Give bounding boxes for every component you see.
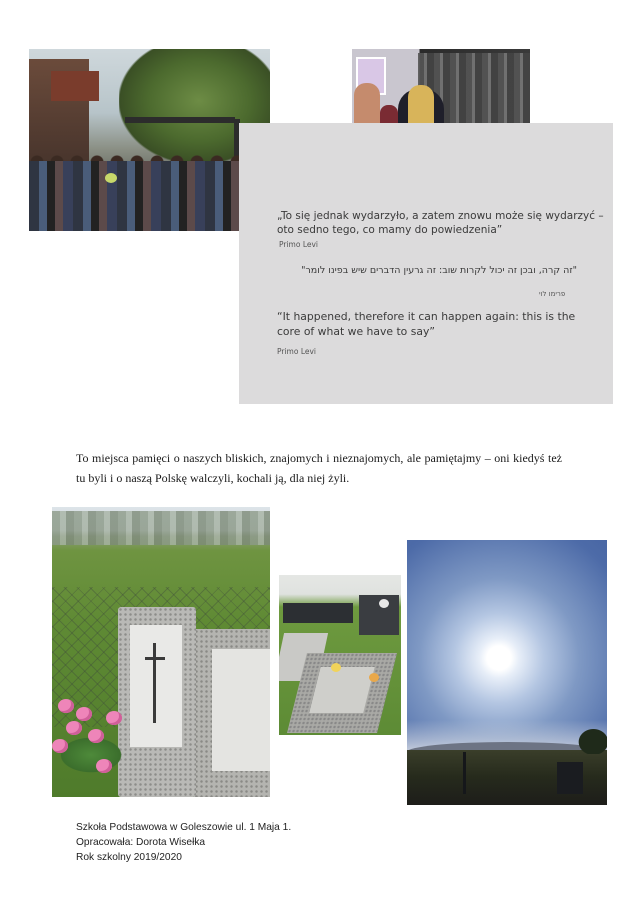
flower bbox=[52, 739, 68, 753]
grave-plaque bbox=[212, 649, 270, 771]
cross-post bbox=[463, 752, 466, 794]
photo-gravestone-with-cross bbox=[52, 507, 270, 797]
footer bbox=[76, 820, 291, 865]
flower bbox=[331, 663, 341, 672]
school-year: Rok szkolny 2019/2020 bbox=[76, 852, 182, 863]
photo-sun-over-cemetery bbox=[407, 540, 607, 805]
flower bbox=[106, 711, 122, 725]
flower bbox=[379, 599, 389, 608]
school-name: Szkoła Podstawowa w Goleszowie ul. 1 Maja 1. bbox=[76, 822, 292, 833]
quote-card bbox=[239, 123, 613, 404]
gate-sign bbox=[125, 117, 235, 123]
trees bbox=[573, 724, 607, 754]
grave-plaque bbox=[130, 625, 182, 747]
cross-icon bbox=[153, 643, 156, 723]
author-credit: Opracowała: Dorota Wisełka bbox=[76, 837, 206, 848]
grave-inner bbox=[309, 667, 374, 713]
crowd bbox=[29, 161, 270, 231]
tree-line bbox=[52, 511, 270, 545]
gravestone bbox=[283, 603, 353, 623]
roof bbox=[51, 71, 99, 101]
flower bbox=[96, 759, 112, 773]
photo-crowd-at-gate bbox=[29, 49, 270, 231]
quote-english: “It happened, therefore it can happen again: this is the core of what we have to say” bbox=[277, 310, 576, 338]
flower bbox=[58, 699, 74, 713]
yellow-hat bbox=[105, 173, 117, 183]
flower bbox=[369, 673, 379, 682]
quote-author-polish: Primo Levi bbox=[279, 240, 319, 249]
photo-cemetery-graves bbox=[279, 575, 401, 735]
memorial-paragraph: To miejsca pamięci o naszych bliskich, znajomych i nieznajomych, ale pamiętajmy – oni kiedyś też tu byli i o naszą Polskę walczyli, kochali ją, dla niej żyli. bbox=[76, 451, 562, 485]
flower bbox=[76, 707, 92, 721]
flower bbox=[88, 729, 104, 743]
quote-hebrew: "זה קרה, ובכן זה יכול לקרות שוב: זה גרעין הדברים שיש בפינו לומר" bbox=[301, 265, 577, 276]
flower bbox=[66, 721, 82, 735]
quote-author-hebrew: פרימו לוי bbox=[539, 290, 566, 298]
gravestone bbox=[557, 762, 583, 794]
quote-polish: „To się jednak wydarzyło, a zatem znowu może się wydarzyć – oto sedno tego, co mamy do powiedzenia” bbox=[277, 210, 604, 236]
cross-icon-bar bbox=[145, 657, 165, 660]
quote-author-english: Primo Levi bbox=[277, 347, 317, 356]
